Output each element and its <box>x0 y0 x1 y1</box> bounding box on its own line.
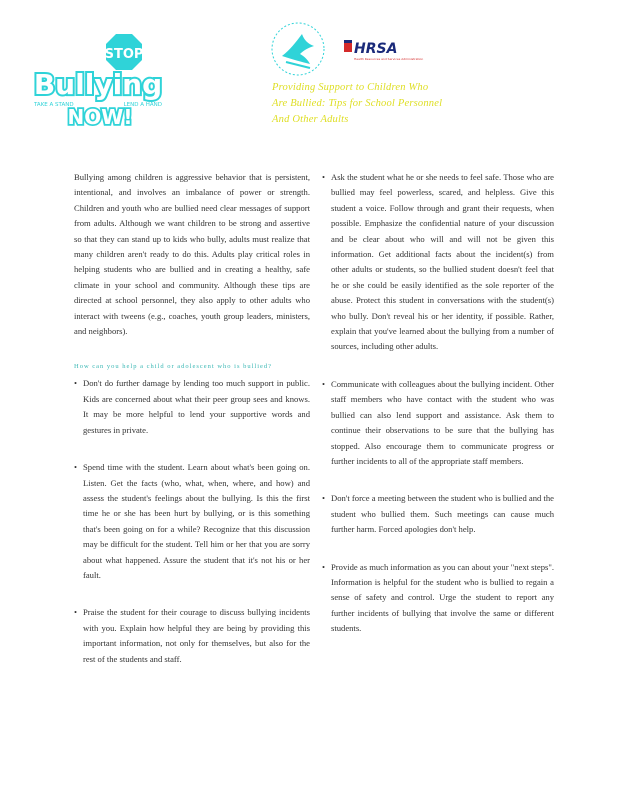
hrsa-logo-text: HRSA <box>354 41 398 57</box>
list-item: • Provide as much information as you can about your "next steps". Information is helpful for the student who is bullied to regain a sense of safety and control. Urge the student to report any further incidents of bullying that involve the same or different students. <box>322 560 554 637</box>
title-line-3: And Other Adults <box>272 114 349 125</box>
left-tips-list <box>74 376 310 667</box>
logo-main-text: Bullying <box>33 68 163 101</box>
intro-paragraph: Bullying among children is aggressive behavior that is persistent, intentional, and involves an imbalance of power or strength. Children and youth who are bullied need clear messages of support from adults. Although we want children to be strong and assertive so that they can stand up to kids who bully, adults must realize that many children aren't ready to do this. Adults play critical roles in helping students who are bullied and in creating a healthy, safe climate in your school and community. Although these tips are directed at school personnel, they also apply to other adults who interact with tweens (e.g., coaches, youth group leaders, ministers, and neighbors). <box>74 172 310 337</box>
list-item: • Ask the student what he or she needs to feel safe. Those who are bullied may feel powerless, scared, and helpless. Give this student a voice. Follow through and grant their requests, when possible. Emphasize the confidential nature of your discussion and be clear about who will and will not be given this information. Get additional facts about the incident(s) from other adults or students, so the bullied student doesn't feel that he or she could be easily identified as the sole reporter of the abuse. Protect this student in conversations with the student(s) who bully. Don't reveal his or her identity, if possible. Rather, explain that you've learned about the bullying from a number of sources, including other adults. <box>322 170 554 355</box>
list-item: • Communicate with colleagues about the bullying incident. Other staff members who have contact with the student who was bullied can also lend support and assistance. Ask them to continue their observations to be sure that the bullying has stopped. Also encourage them to communicate progress or further incidents to all of the appropriate staff members. <box>322 377 554 469</box>
title-line-1: Providing Support to Children Who <box>272 82 429 93</box>
right-tips-list <box>322 170 554 637</box>
list-item: • Praise the student for their courage to discuss bullying incidents with you. Explain how helpful they are being by providing this important information, not only for themselves, but also for the rest of the students and staff. <box>74 605 310 667</box>
document-title <box>272 80 592 128</box>
logo-now-text: NOW! <box>67 105 133 128</box>
list-item: • Don't do further damage by lending too much support in public. Kids are concerned about what their peer group sees and knows. It may be more helpful to lend your supportive words and gestures in private. <box>74 376 310 438</box>
title-line-2: Are Bullied: Tips for School Personnel <box>272 98 443 109</box>
hrsa-logo <box>344 34 436 64</box>
stop-bullying-now-logo <box>28 32 168 128</box>
right-column <box>322 170 554 659</box>
left-column <box>74 170 310 689</box>
logo-stop-text: STOP <box>104 47 144 62</box>
logo-tagline-right: LEND A HAND <box>123 102 162 108</box>
list-item: • Spend time with the student. Learn about what's been going on. Listen. Get the facts (who, what, when, where, and how) and assess the student's feelings about the bullying. Is this the first time he or she has been hurt by bullying, or is this something that's been going on for a while? Recognize that this discussion may be difficult for the student. Tell him or her that you are sorry about what happened. Assure the student that it's not his or her fault. <box>74 460 310 583</box>
logo-tagline-left: TAKE A STAND <box>34 102 74 108</box>
hrsa-logo-small: Health Resources and Services Administration <box>354 57 424 61</box>
list-item: • Don't force a meeting between the student who is bullied and the student who bullied them. Such meetings can cause much further harm. Forced apologies don't help. <box>322 491 554 537</box>
section-question: How can you help a child or adolescent who is bullied? <box>74 363 273 371</box>
hhs-eagle-icon <box>268 20 328 78</box>
